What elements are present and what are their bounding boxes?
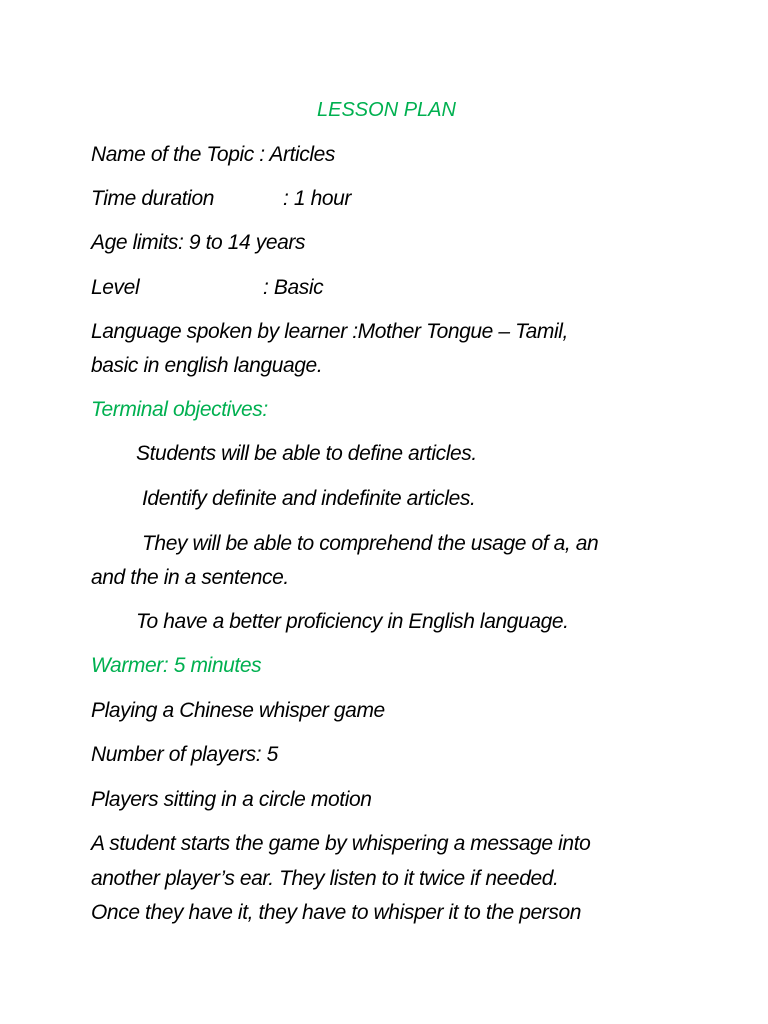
- objective-item: To have a better proficiency in English language.: [136, 610, 569, 633]
- warmer-line: Playing a Chinese whisper game: [91, 699, 385, 722]
- objective-item: They will be able to comprehend the usage of a, an: [142, 532, 599, 555]
- warmer-line: another player’s ear. They listen to it twice if needed.: [91, 867, 559, 890]
- warmer-heading: Warmer: 5 minutes: [91, 654, 262, 677]
- objective-item-continued: and the in a sentence.: [91, 566, 289, 589]
- language-line-2: basic in english language.: [91, 354, 323, 377]
- duration-label: Time duration: [91, 187, 215, 210]
- page-title: LESSON PLAN: [317, 99, 456, 121]
- warmer-line: Number of players: 5: [91, 743, 278, 766]
- terminal-objectives-heading: Terminal objectives:: [91, 398, 268, 421]
- warmer-line: Players sitting in a circle motion: [91, 788, 372, 811]
- duration-value: : 1 hour: [283, 187, 352, 210]
- warmer-line: Once they have it, they have to whisper it to the person: [91, 901, 582, 924]
- level-value: : Basic: [263, 276, 324, 299]
- objective-item: Students will be able to define articles.: [136, 442, 477, 465]
- topic-line: Name of the Topic : Articles: [91, 143, 336, 166]
- language-line-1: Language spoken by learner :Mother Tongue – Tamil,: [91, 320, 568, 343]
- level-label: Level: [91, 276, 140, 299]
- age-line: Age limits: 9 to 14 years: [91, 231, 306, 254]
- warmer-line: A student starts the game by whispering a message into: [91, 832, 591, 855]
- objective-item: Identify definite and indefinite articles.: [142, 487, 476, 510]
